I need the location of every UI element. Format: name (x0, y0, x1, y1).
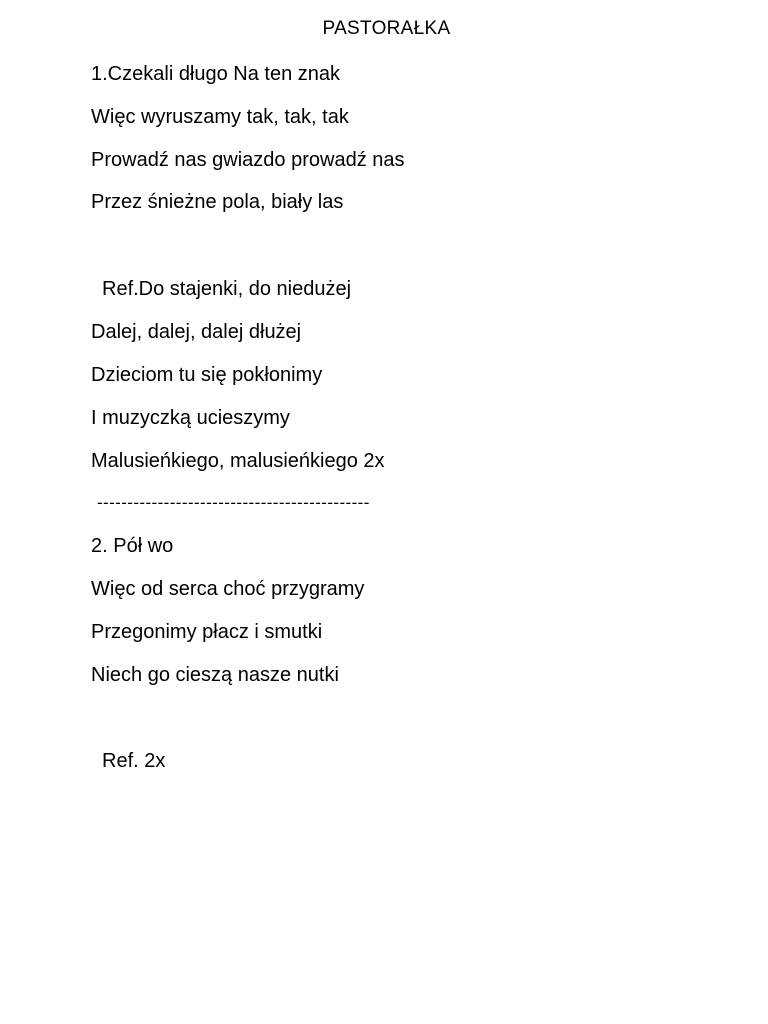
verse2-line-3: Przegonimy płacz i smutki (91, 621, 323, 643)
section-divider: --------------------------------------------- (97, 493, 370, 512)
refrain-line-2: Dalej, dalej, dalej dłużej (91, 321, 302, 343)
verse1-line-4: Przez śnieżne pola, biały las (91, 191, 344, 213)
verse2-line-2: Więc od serca choć przygramy (91, 578, 365, 600)
verse1-line-2: Więc wyruszamy tak, tak, tak (91, 106, 349, 128)
refrain-line-1: Ref.Do stajenki, do niedużej (102, 278, 352, 300)
refrain-line-3: Dzieciom tu się pokłonimy (91, 364, 323, 386)
verse2-line-4: Niech go cieszą nasze nutki (91, 664, 339, 686)
refrain-line-5: Malusieńkiego, malusieńkiego 2x (91, 450, 385, 472)
refrain-line-4: I muzyczką ucieszymy (91, 407, 290, 429)
refrain-repeat: Ref. 2x (102, 750, 166, 772)
verse1-line-1: 1.Czekali długo Na ten znak (91, 63, 341, 85)
verse1-line-3: Prowadź nas gwiazdo prowadź nas (91, 149, 405, 171)
song-title: PASTORAŁKA (322, 18, 451, 39)
verse2-line-1: 2. Pół wo (91, 535, 174, 557)
